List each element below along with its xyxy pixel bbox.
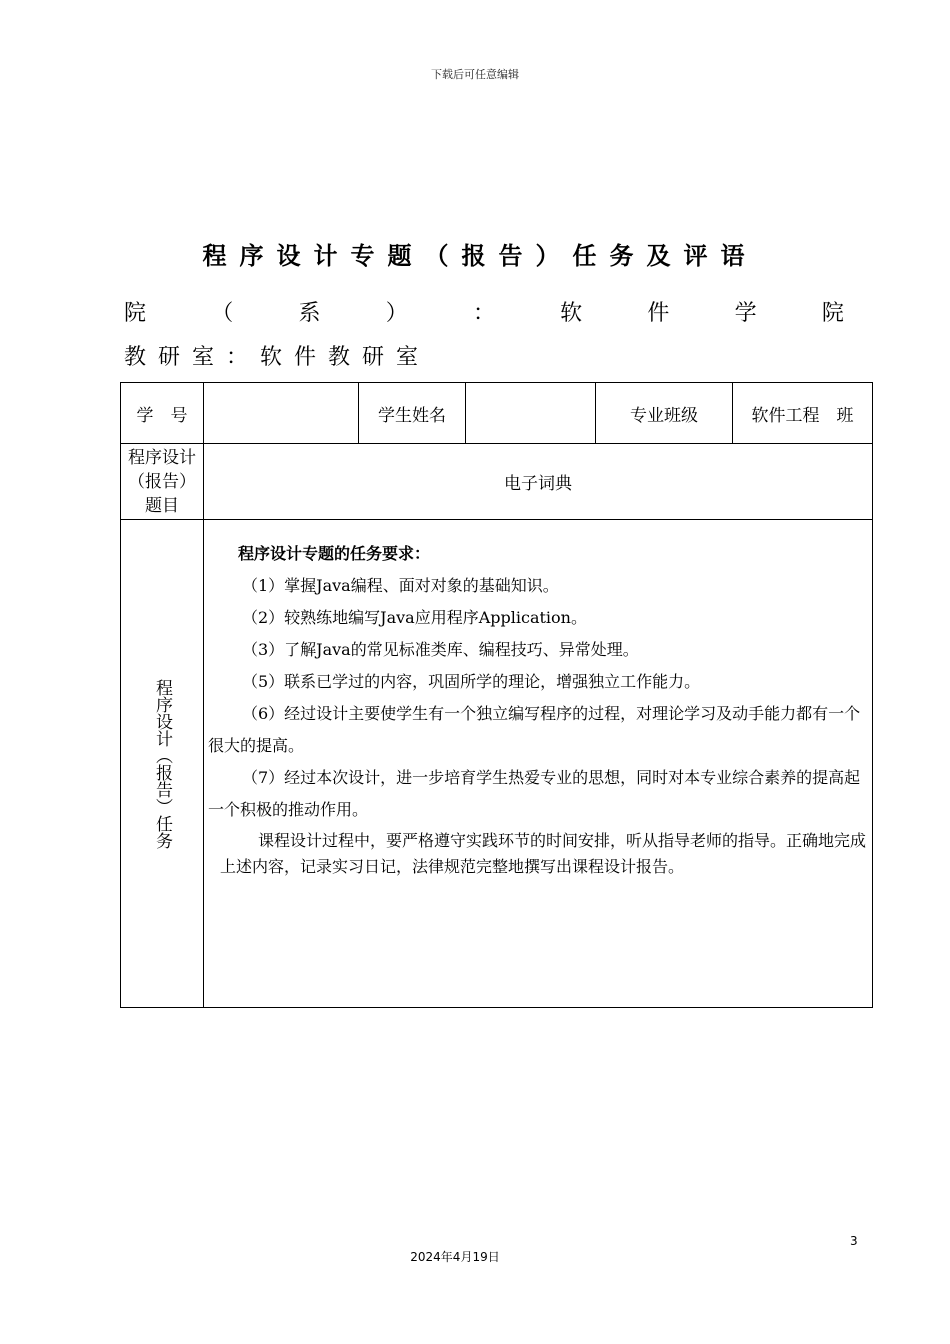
- student-name-label: 学生姓名: [359, 383, 466, 444]
- task-item: （2）较熟练地编写Java应用程序Application。: [242, 608, 587, 627]
- major-class-label: 专业班级: [596, 383, 733, 444]
- page-number: 3: [850, 1234, 858, 1248]
- task-label-cell: [121, 520, 204, 1008]
- department-char: ）: [385, 301, 408, 326]
- student-id-label: 学 号: [121, 383, 204, 444]
- department-char: ：: [472, 301, 495, 326]
- office-line: 教研室：软件教研室: [124, 345, 431, 370]
- page-title: 程序设计专题（报告）任务及评语: [202, 242, 758, 270]
- department-char: （: [211, 301, 234, 326]
- task-form-table: [120, 382, 873, 1008]
- topic-row: [121, 444, 873, 520]
- department-char: 学: [734, 301, 757, 326]
- header-note: 下载后可任意编辑: [431, 68, 519, 81]
- department-line: [124, 296, 844, 327]
- student-id-field[interactable]: [204, 383, 359, 444]
- department-char: 院: [124, 301, 147, 326]
- task-heading: 程序设计专题的任务要求：: [238, 544, 431, 563]
- task-content: [204, 520, 873, 1008]
- department-char: 件: [647, 301, 670, 326]
- student-info-row: [121, 383, 873, 444]
- task-row: [121, 520, 873, 1008]
- major-class-value: 软件工程 班: [733, 383, 873, 444]
- department-char: 系: [298, 301, 321, 326]
- topic-value: 电子词典: [204, 444, 873, 520]
- task-label: 程序设计（报告）任务: [152, 678, 172, 849]
- task-item: （1）掌握Java编程、面对对象的基础知识。: [242, 576, 559, 595]
- task-note: 课程设计过程中，要严格遵守实践环节的时间安排，听从指导老师的指导。正确地完成上述内容，记录实习日记，法律规范完整地撰写出课程设计报告。: [220, 831, 867, 876]
- department-char: 软: [560, 301, 583, 326]
- topic-label: 程序设计（报告）题目: [121, 444, 204, 520]
- footer-date: 2024年4月19日: [410, 1250, 500, 1264]
- task-item: （3）了解Java的常见标准类库、编程技巧、异常处理。: [242, 640, 639, 659]
- task-item: （5）联系已学过的内容，巩固所学的理论，增强独立工作能力。: [242, 672, 701, 691]
- task-item: （7）经过本次设计，进一步培育学生热爱专业的思想，同时对本专业综合素养的提高起一个积极的推动作用。: [208, 768, 861, 819]
- task-item: （6）经过设计主要使学生有一个独立编写程序的过程，对理论学习及动手能力都有一个很大的提高。: [208, 704, 861, 755]
- student-name-field[interactable]: [466, 383, 596, 444]
- department-char: 院: [821, 301, 844, 326]
